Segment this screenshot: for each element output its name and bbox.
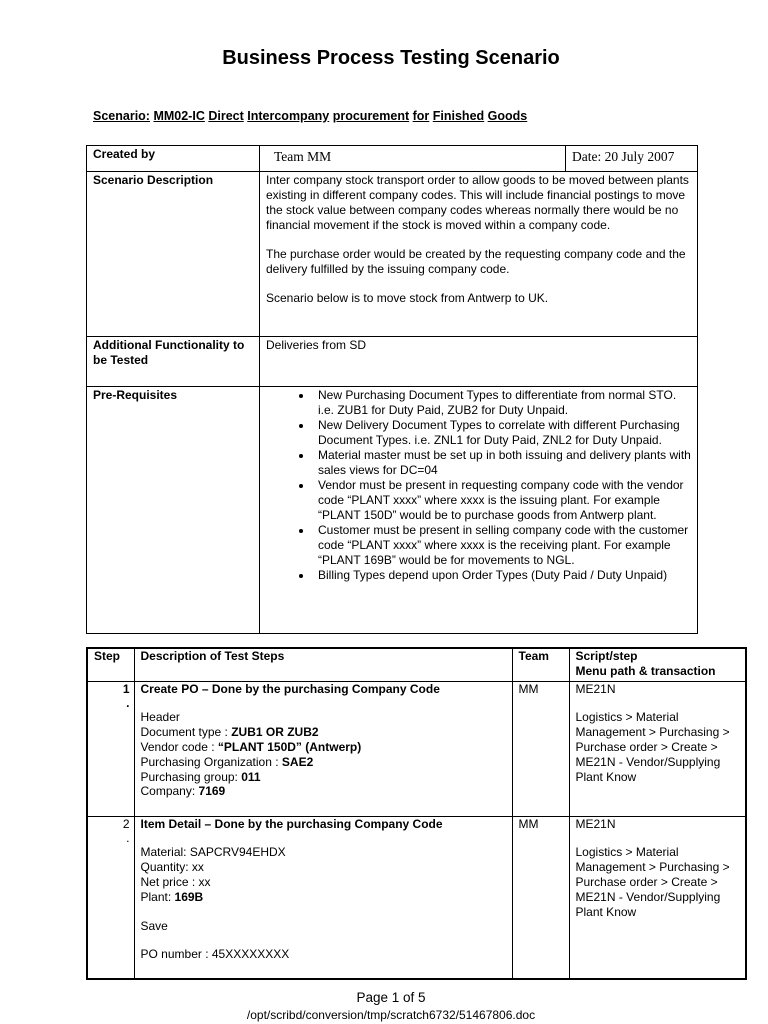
vendor-code-value: “PLANT 150D” (Antwerp)	[217, 739, 362, 754]
company-line	[141, 784, 507, 799]
prerequisite-item: • Billing Types depend upon Order Types (Duty Paid / Duty Unpaid)	[313, 568, 692, 583]
purchasing-group-value: 011	[241, 769, 261, 784]
step-number-value: 1	[122, 681, 130, 696]
prerequisite-item: • New Delivery Document Types to correlate with different Purchasing Document Types. i.e. ZNL1 for Duty Paid, ZNL2 for Duty Unpaid.	[313, 418, 692, 448]
date-value: Date: 20 July 2007	[566, 146, 698, 172]
scenario-label: Scenario:	[93, 109, 150, 123]
prerequisite-item: • New Purchasing Document Types to differentiate from normal STO. i.e. ZUB1 for Duty Paid, ZUB2 for Duty Unpaid.	[313, 388, 692, 418]
script-header-line1: Script/step	[575, 649, 638, 663]
step-number	[87, 681, 134, 816]
step-number-dot: .	[126, 696, 130, 711]
scenario-word: for	[412, 109, 430, 123]
table-row	[87, 681, 746, 816]
steps-header-row	[87, 648, 746, 681]
prerequisite-item: • Vendor must be present in requesting company code with the vendor code “PLANT xxxx” where xxxx is the issuing plant. For example “PLANT 150D” would be to purchase goods from Antwerp plant.	[313, 478, 692, 523]
step-team: MM	[512, 816, 569, 979]
step-script	[569, 681, 746, 816]
purchasing-group-label: Purchasing group:	[140, 769, 242, 784]
save-text: Save	[140, 918, 168, 933]
company-label: Company:	[140, 784, 199, 799]
step-column-header: Step	[87, 648, 134, 681]
step-title: Item Detail – Done by the purchasing Company Code	[140, 816, 443, 831]
additional-functionality-label: Additional Functionality to be Tested	[87, 337, 260, 387]
step-header-text: Header	[140, 710, 180, 725]
description-column-header: Description of Test Steps	[134, 648, 512, 681]
plant-line	[141, 890, 507, 905]
document-type-value: ZUB1 OR ZUB2	[231, 725, 319, 740]
prerequisites-label: Pre-Requisites	[87, 387, 260, 634]
file-path: /opt/scribd/conversion/tmp/scratch6732/51467806.doc	[246, 1008, 536, 1022]
step-number-dot: .	[126, 831, 130, 846]
document-type-label: Document type :	[140, 725, 232, 740]
scenario-word: Direct	[208, 109, 244, 123]
menu-path: Logistics > Material Management > Purchasing > Purchase order > Create > ME21N - Vendor/Supplying Plant Know	[575, 845, 730, 919]
company-value: 7169	[198, 784, 226, 799]
vendor-code-line	[141, 740, 507, 755]
plant-label: Plant:	[140, 889, 175, 904]
vendor-code-label: Vendor code :	[140, 739, 218, 754]
created-by-label: Created by	[87, 146, 260, 172]
step-number-value: 2	[122, 816, 130, 831]
step-team: MM	[512, 681, 569, 816]
prerequisites-list	[266, 388, 692, 583]
description-paragraph: Scenario below is to move stock from Antwerp to UK.	[266, 291, 549, 305]
created-by-value: Team MM	[260, 146, 566, 172]
team-column-header: Team	[512, 648, 569, 681]
scenario-info-table	[86, 145, 698, 634]
test-steps-table	[86, 647, 747, 980]
table-row	[87, 816, 746, 979]
script-column-header	[569, 648, 746, 681]
step-description	[134, 816, 512, 979]
purchasing-group-line	[141, 770, 507, 785]
scenario-word: procurement	[332, 109, 410, 123]
scenario-description	[260, 172, 698, 337]
prerequisite-item: • Customer must be present in selling company code with the customer code “PLANT xxxx” where xxxx is the receiving plant. For example “PLANT 169B” would be for movements to NGL.	[313, 523, 692, 568]
purchasing-org-line	[141, 755, 507, 770]
plant-value: 169B	[174, 889, 204, 904]
purchasing-org-label: Purchasing Organization :	[140, 754, 282, 769]
purchasing-org-value: SAE2	[281, 754, 314, 769]
additional-functionality-value: Deliveries from SD	[260, 337, 698, 387]
prerequisites-list-cell	[260, 387, 698, 634]
step-script	[569, 816, 746, 979]
description-paragraph: Inter company stock transport order to allow goods to be moved between plants existing in different company codes. This will include financial postings to move the stock value between company codes whereas normally there would be no financial movement if the stock is moved within a company code.	[266, 173, 689, 232]
transaction-code: ME21N	[575, 816, 616, 831]
scenario-description-label: Scenario Description	[87, 172, 260, 337]
scenario-word: Finished	[432, 109, 485, 123]
page-number: Page 1 of 5	[356, 990, 426, 1005]
description-paragraph: The purchase order would be created by the requesting company code and the delivery fulfilled by the issuing company code.	[266, 247, 686, 276]
scenario-word: Intercompany	[247, 109, 330, 123]
material-line: Material: SAPCRV94EHDX	[140, 845, 286, 860]
menu-path: Logistics > Material Management > Purchasing > Purchase order > Create > ME21N - Vendor/Supplying Plant Know	[575, 710, 730, 784]
scenario-line	[93, 109, 527, 123]
transaction-code: ME21N	[575, 681, 616, 696]
scenario-word: Goods	[487, 109, 528, 123]
step-number	[87, 816, 134, 979]
step-title: Create PO – Done by the purchasing Company Code	[140, 681, 440, 696]
po-number-line: PO number : 45XXXXXXXX	[140, 947, 290, 962]
document-type-line	[141, 725, 507, 740]
script-header-line2: Menu path & transaction	[575, 663, 716, 678]
quantity-line: Quantity: xx	[140, 860, 204, 875]
step-description	[134, 681, 512, 816]
prerequisite-item: • Material master must be set up in both issuing and delivery plants with sales views for DC=04	[313, 448, 692, 478]
scenario-code: MM02-IC	[153, 109, 205, 123]
net-price-line: Net price : xx	[140, 874, 211, 889]
document-title: Business Process Testing Scenario	[222, 47, 560, 69]
